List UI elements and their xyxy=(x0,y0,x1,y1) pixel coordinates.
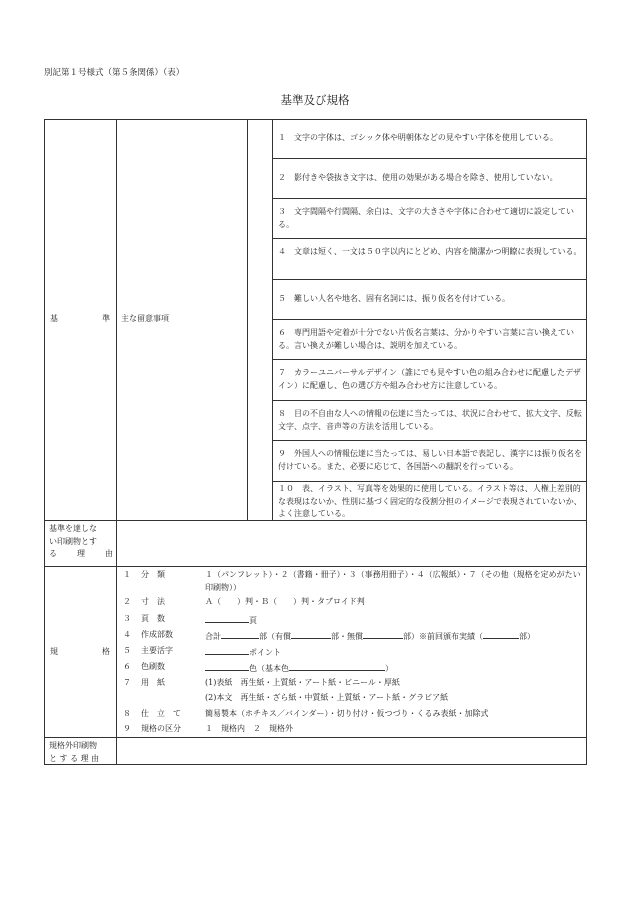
spec-label-copies: 作成部数 xyxy=(141,630,173,639)
divider-spec-bottom xyxy=(44,737,587,738)
spec-label-font: 主要活字 xyxy=(141,646,173,655)
item-divider xyxy=(272,319,587,320)
spec-label: 規 格 xyxy=(50,647,110,656)
standard-item-9: ９ 外国人への情報伝達に当たっては、易しい日本語で表記し、漢字には振り仮名を付けている。また、必要に応じて、各国語への翻訳を行っている。 xyxy=(278,449,582,471)
table-border-right xyxy=(586,119,587,765)
spec-num: ３ xyxy=(123,614,131,623)
spec-num: ７ xyxy=(123,678,131,687)
spec-value-font: ポイント xyxy=(205,645,585,660)
form-number-label: 別記第１号様式（第５条関係）（表） xyxy=(44,68,185,78)
standard-item-8: ８ 目の不自由な人への情報の伝達に当たっては、状況に合わせて、拡大文字、反転文字、点字、音声等の方法を活用している。 xyxy=(278,409,582,431)
page-title: 基準及び規格 xyxy=(280,93,350,107)
spec-value-binding: 簡易製本（ホチキス／バインダー）・切り付け・仮つづり・くるみ表紙・加除式 xyxy=(205,709,489,718)
spec-num: ５ xyxy=(123,646,131,655)
spec-num: ８ xyxy=(123,709,131,718)
spec-num: ２ xyxy=(123,597,131,606)
spec-label-colors: 色刷数 xyxy=(141,662,165,671)
spec-label-size: 寸 法 xyxy=(141,597,165,606)
item-divider xyxy=(272,198,587,199)
item-divider xyxy=(272,279,587,280)
spec-label-category: 分 類 xyxy=(141,570,165,579)
standard-item-1: １ 文字の字体は、ゴシック体や明朝体などの見やすい字体を使用している。 xyxy=(278,133,558,142)
spec-label-binding: 仕 立 て xyxy=(141,709,181,718)
standard-item-4: ４ 文章は短く、一文は５０字以内にとどめ、内容を簡潔かつ明瞭に表現している。 xyxy=(278,247,582,256)
spec-value-copies: 合計 部（有償 部・無償 部）※前回頒布実績（ 部） xyxy=(205,629,585,644)
spec-value-paper-cover: (1)表紙 再生紙・上質紙・アート紙・ビニール・厚紙 xyxy=(205,678,400,687)
item-divider xyxy=(272,359,587,360)
standard-item-6: ６ 専門用語や定着が十分でない片仮名言葉は、分かりやすい言葉に言い換えている。言い換えが難しい場合は、説明を加えている。 xyxy=(278,328,574,350)
divider-col-1 xyxy=(116,119,117,765)
table-border-top xyxy=(44,119,587,120)
spec-value-class: １ 規格内 ２ 規格外 xyxy=(205,724,293,733)
table-border-bottom xyxy=(44,764,587,765)
divider-reason-bottom xyxy=(44,566,587,567)
spec-value-paper-body: (2)本文 再生紙・ざら紙・中質紙・上質紙・アート紙・グラビア紙 xyxy=(205,693,449,702)
spec-value-pages: 頁 xyxy=(205,613,585,628)
divider-col-2 xyxy=(247,119,248,521)
spec-num: ６ xyxy=(123,662,131,671)
item-divider xyxy=(272,400,587,401)
standard-item-10: １０ 表、イラスト、写真等を効果的に使用している。イラスト等は、人権上差別的な表現はないか、性別に基づく固定的な役割分担のイメージで表現されていないか、よく注意している。 xyxy=(278,484,582,518)
standard-item-5: ５ 難しい人名や地名、固有名詞には、振り仮名を付けている。 xyxy=(278,294,510,303)
table-border-left xyxy=(44,119,45,765)
standard-label: 基 準 xyxy=(50,314,110,323)
standard-item-2: ２ 影付きや袋抜き文字は、使用の効果がある場合を除き、使用していない。 xyxy=(278,173,558,182)
spec-label-pages: 頁 数 xyxy=(141,614,165,623)
item-divider xyxy=(272,158,587,159)
spec-label-class: 規格の区分 xyxy=(141,724,181,733)
spec-value-size: Ａ（ ）判・Ｂ（ ）判・タブロイド判 xyxy=(205,597,365,606)
spec-num: １ xyxy=(123,570,131,579)
spec-num: ９ xyxy=(123,724,131,733)
spec-value-category: １（パンフレット）・２（書籍・冊子）・３（事務用冊子）・４（広報紙）・７（その他（規格を定めがたい印刷物）） xyxy=(205,570,581,592)
item-divider xyxy=(272,481,587,482)
standard-item-3: ３ 文字間隔や行間隔、余白は、文字の大きさや字体に合わせて適切に設定している。 xyxy=(278,207,574,229)
divider-col-3 xyxy=(272,119,273,521)
key-notes-label: 主な留意事項 xyxy=(121,314,169,323)
item-divider xyxy=(272,238,587,239)
spec-num: ４ xyxy=(123,630,131,639)
reason-out-of-spec-label: 規格外印刷物 と す る 理 由 xyxy=(49,741,100,763)
spec-label-paper: 用 紙 xyxy=(141,678,165,687)
standard-item-7: ７ カラーユニバーサルデザイン（誰にでも見やすい色の組み合わせに配慮したデザイン）に配慮し、色の選び方や組み合わせ方に注意している。 xyxy=(278,368,582,390)
reason-unmet-label: 基準を達しな い印刷物とす る 理 由 xyxy=(49,524,113,558)
spec-value-colors: 色（基本色 ） xyxy=(205,661,585,676)
item-divider xyxy=(272,440,587,441)
